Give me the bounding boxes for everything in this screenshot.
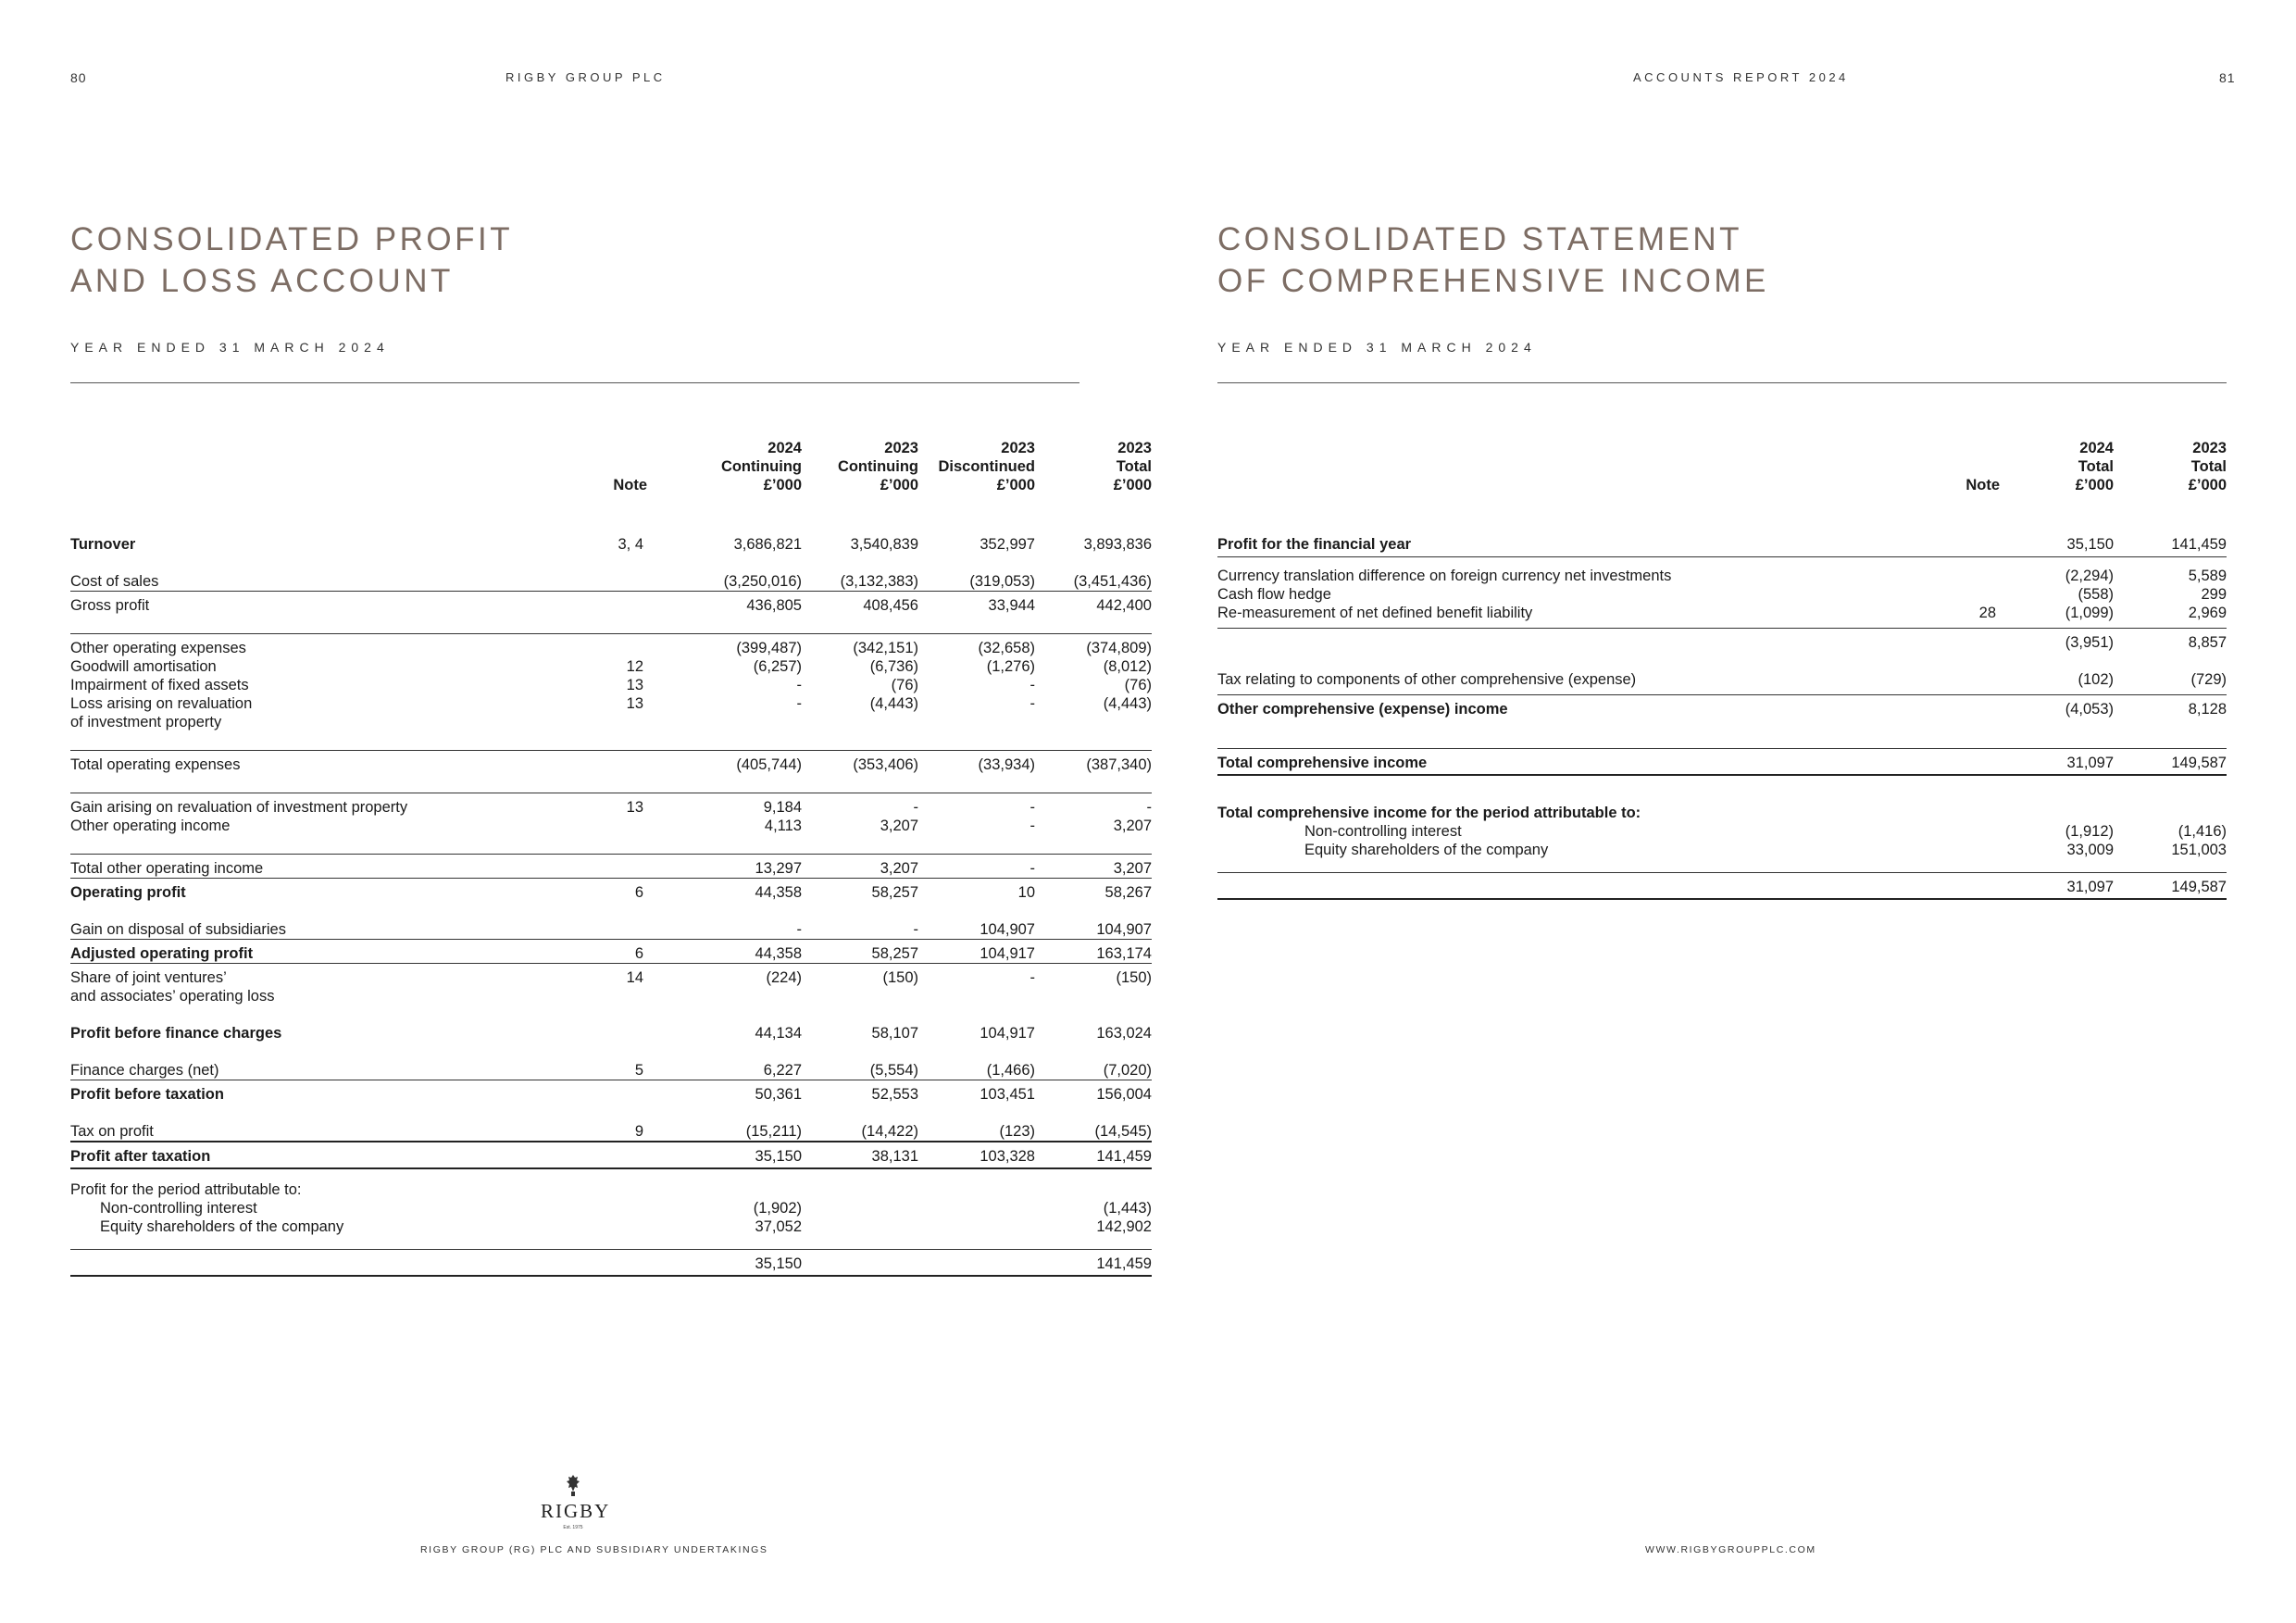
table-row <box>70 572 1152 592</box>
row-value: - <box>796 677 802 693</box>
row-label: Loss arising on revaluation of investment property <box>70 695 253 730</box>
table-row <box>70 592 1152 616</box>
header-2023-total: 2023 Total £’000 <box>1113 440 1152 493</box>
table-row <box>1217 604 2227 629</box>
row-value: (1,902) <box>753 1200 802 1217</box>
row-value: (319,053) <box>969 573 1035 590</box>
row-label: Gain arising on revaluation of investment property <box>70 793 570 818</box>
row-value: (374,809) <box>1035 634 1152 658</box>
row-value: (4,443) <box>869 695 918 712</box>
row-value: 35,150 <box>647 1250 802 1277</box>
row-label: Equity shareholders of the company <box>100 1218 344 1235</box>
row-value: (1,099) <box>2065 605 2114 621</box>
row-value: 442,400 <box>1035 592 1152 616</box>
row-label: Non-controlling interest <box>100 1200 257 1217</box>
row-value: 299 <box>2201 586 2227 603</box>
row-value: 103,451 <box>918 1080 1035 1105</box>
row-value: 156,004 <box>1035 1080 1152 1105</box>
row-value: 3,540,839 <box>850 536 918 553</box>
table-row <box>1217 804 2227 822</box>
row-value: 35,150 <box>647 1142 802 1168</box>
row-value: (123) <box>999 1123 1035 1140</box>
row-value: (7,020) <box>1103 1062 1152 1079</box>
row-value: - <box>1029 818 1035 834</box>
row-note: 6 <box>570 940 647 964</box>
row-note: 14 <box>570 964 647 1006</box>
row-value: (224) <box>647 964 802 1006</box>
header-2023-continuing: 2023 Continuing £’000 <box>837 440 918 493</box>
row-label: Total comprehensive income for the period attributable to: <box>1217 805 1641 821</box>
row-value: (1,416) <box>2177 823 2227 840</box>
row-label: Other operating income <box>70 818 231 834</box>
row-value: (3,132,383) <box>840 573 918 590</box>
page-title-line-1: CONSOLIDATED STATEMENT <box>1217 221 1743 257</box>
row-label: Profit before taxation <box>70 1080 570 1105</box>
row-value: 58,107 <box>871 1025 918 1042</box>
row-value: (150) <box>1035 964 1152 1006</box>
row-value: (8,012) <box>1103 658 1152 675</box>
row-value: 9,184 <box>647 793 802 818</box>
row-value: 44,358 <box>647 879 802 903</box>
row-value: 141,459 <box>2114 535 2227 557</box>
row-label: Currency translation difference on foreign currency net investments <box>1217 568 1672 584</box>
row-value: 3,207 <box>802 855 918 879</box>
row-value: 3,893,836 <box>1083 536 1152 553</box>
page-title <box>70 218 513 302</box>
header-note: Note <box>1965 477 2000 493</box>
row-label: Total other operating income <box>70 855 570 879</box>
table-row <box>70 964 1152 1006</box>
row-value: 104,917 <box>918 940 1035 964</box>
row-value: 10 <box>918 879 1035 903</box>
row-value: (1,443) <box>1103 1200 1152 1217</box>
page-title-line-2: AND LOSS ACCOUNT <box>70 263 454 299</box>
table-row <box>1217 629 2227 653</box>
row-value: 2,969 <box>2188 605 2227 621</box>
table-row <box>70 1199 1152 1217</box>
header-spacer <box>70 439 570 535</box>
row-label: Re-measurement of net defined benefit liability <box>1217 605 1533 621</box>
row-value: 31,097 <box>2000 749 2114 776</box>
row-value: (3,250,016) <box>723 573 802 590</box>
row-value: 436,805 <box>647 592 802 616</box>
page-title-line-2: OF COMPREHENSIVE INCOME <box>1217 263 1769 299</box>
row-value: 5,589 <box>2188 568 2227 584</box>
table-header-row <box>70 439 1152 535</box>
table-row <box>70 535 1152 554</box>
row-value: - <box>913 921 918 938</box>
table-row <box>70 793 1152 818</box>
table-row <box>1217 535 2227 557</box>
table-row <box>70 817 1152 835</box>
row-value: (387,340) <box>1035 751 1152 775</box>
row-note: 13 <box>626 677 643 693</box>
row-label: Cost of sales <box>70 573 159 590</box>
row-label: Gain on disposal of subsidiaries <box>70 921 286 938</box>
table-row <box>70 1217 1152 1236</box>
row-value: 3,686,821 <box>733 536 802 553</box>
row-value: (4,443) <box>1103 695 1152 712</box>
row-value: (5,554) <box>869 1062 918 1079</box>
row-value: 163,174 <box>1035 940 1152 964</box>
row-value: 58,267 <box>1035 879 1152 903</box>
table-row <box>1217 695 2227 719</box>
row-note: 3, 4 <box>618 536 643 553</box>
title-divider <box>70 382 1079 383</box>
row-value: 149,587 <box>2114 749 2227 776</box>
table-row <box>70 751 1152 775</box>
row-value: - <box>918 855 1035 879</box>
page-number: 80 <box>70 70 87 85</box>
row-value: - <box>918 793 1035 818</box>
row-note: 28 <box>1978 605 1996 621</box>
table-row <box>70 1142 1152 1168</box>
row-label: Turnover <box>70 536 136 553</box>
row-value: 8,128 <box>2114 695 2227 719</box>
row-value: 3,207 <box>1113 818 1152 834</box>
table-row <box>1217 567 2227 585</box>
row-value: 52,553 <box>802 1080 918 1105</box>
row-value: (4,053) <box>2000 695 2114 719</box>
period-subtitle: YEAR ENDED 31 MARCH 2024 <box>70 340 390 355</box>
header-2024-continuing: 2024 Continuing £’000 <box>720 440 802 493</box>
row-value: - <box>1029 695 1035 712</box>
row-label: Adjusted operating profit <box>70 940 570 964</box>
row-note: 6 <box>570 879 647 903</box>
row-value: 103,328 <box>918 1142 1035 1168</box>
row-note: 13 <box>570 793 647 818</box>
running-head: ACCOUNTS REPORT 2024 <box>1633 70 1849 84</box>
table-row <box>1217 670 2227 695</box>
row-label: Goodwill amortisation <box>70 658 217 675</box>
row-value: 13,297 <box>647 855 802 879</box>
row-value: 142,902 <box>1096 1218 1152 1235</box>
header-2023-total: 2023 Total £’000 <box>2188 440 2227 493</box>
row-value: - <box>918 964 1035 1006</box>
table-row <box>70 855 1152 879</box>
row-value: (1,466) <box>986 1062 1035 1079</box>
row-value: (76) <box>891 677 918 693</box>
row-label: Total comprehensive income <box>1217 749 1958 776</box>
table-row <box>1217 841 2227 859</box>
table-row <box>70 694 1152 731</box>
company-logo <box>541 1474 611 1530</box>
row-value: - <box>796 695 802 712</box>
row-value: 6,227 <box>763 1062 802 1079</box>
table-row <box>70 1180 1152 1199</box>
row-note: 13 <box>626 695 643 712</box>
period-subtitle: YEAR ENDED 31 MARCH 2024 <box>1217 340 1537 355</box>
row-value: (729) <box>2190 671 2227 688</box>
row-value: 141,459 <box>1035 1142 1152 1168</box>
row-value: 33,944 <box>918 592 1035 616</box>
row-value: (15,211) <box>745 1123 802 1140</box>
row-value: 149,587 <box>2114 873 2227 900</box>
row-value: (1,912) <box>2065 823 2114 840</box>
logo-wordmark: RIGBY <box>541 1500 611 1522</box>
row-label: Equity shareholders of the company <box>1304 842 1549 858</box>
table-header-row <box>1217 439 2227 535</box>
row-value: 352,997 <box>980 536 1035 553</box>
row-label: Cash flow hedge <box>1217 586 1331 603</box>
profit-and-loss-table <box>70 439 1152 1277</box>
row-label: Tax on profit <box>70 1123 154 1140</box>
row-value: 104,907 <box>1096 921 1152 938</box>
row-value: (6,736) <box>869 658 918 675</box>
row-value: - <box>1029 677 1035 693</box>
header-spacer <box>1217 439 1958 535</box>
page-title <box>1217 218 1769 302</box>
table-row <box>70 657 1152 676</box>
row-note: 12 <box>626 658 643 675</box>
row-label: Gross profit <box>70 592 570 616</box>
row-value: (150) <box>802 964 918 1006</box>
comprehensive-income-table <box>1217 439 2227 900</box>
row-value: 50,361 <box>647 1080 802 1105</box>
row-label: Impairment of fixed assets <box>70 677 249 693</box>
table-row <box>70 1080 1152 1105</box>
row-value: (14,545) <box>1094 1123 1152 1140</box>
row-value: - <box>802 793 918 818</box>
row-value: 58,257 <box>802 879 918 903</box>
row-value: (14,422) <box>861 1123 918 1140</box>
row-label: Finance charges (net) <box>70 1062 219 1079</box>
row-label: Other operating expenses <box>70 634 570 658</box>
table-row <box>70 1122 1152 1142</box>
row-value: (342,151) <box>802 634 918 658</box>
row-note: 9 <box>634 1123 643 1140</box>
row-value: 58,257 <box>802 940 918 964</box>
row-value: (405,744) <box>647 751 802 775</box>
header-2024-total: 2024 Total £’000 <box>2075 440 2114 493</box>
row-value: 4,113 <box>764 818 802 834</box>
row-value: 141,459 <box>1035 1250 1152 1277</box>
row-value: 151,003 <box>2171 842 2227 858</box>
row-value: 37,052 <box>755 1218 802 1235</box>
footer-text: RIGBY GROUP (RG) PLC AND SUBSIDIARY UNDERTAKINGS <box>420 1544 768 1555</box>
row-label: Non-controlling interest <box>1304 823 1462 840</box>
row-value: 104,907 <box>980 921 1035 938</box>
row-note: 5 <box>634 1062 643 1079</box>
title-divider <box>1217 382 2227 383</box>
row-label: Profit for the period attributable to: <box>70 1181 302 1198</box>
table-row <box>70 1250 1152 1277</box>
row-label: Operating profit <box>70 879 570 903</box>
row-value: (558) <box>2078 586 2114 603</box>
running-head: RIGBY GROUP PLC <box>505 70 666 84</box>
row-value: 31,097 <box>2000 873 2114 900</box>
row-label: Profit before finance charges <box>70 1025 282 1042</box>
table-row <box>1217 873 2227 900</box>
table-row <box>70 676 1152 694</box>
header-2023-discontinued: 2023 Discontinued £’000 <box>938 440 1035 493</box>
row-value: (2,294) <box>2065 568 2114 584</box>
row-value: 44,358 <box>647 940 802 964</box>
page-number: 81 <box>2219 70 2236 85</box>
row-label: Total operating expenses <box>70 751 570 775</box>
row-value: 3,207 <box>1035 855 1152 879</box>
row-value: (3,451,436) <box>1073 573 1152 590</box>
row-value: 104,917 <box>980 1025 1035 1042</box>
row-value: (353,406) <box>802 751 918 775</box>
row-value: (102) <box>2078 671 2114 688</box>
header-note: Note <box>613 477 647 493</box>
row-value: 35,150 <box>2000 535 2114 557</box>
row-label: Profit after taxation <box>70 1142 570 1168</box>
row-value: 3,207 <box>880 818 918 834</box>
row-value: 163,024 <box>1096 1025 1152 1042</box>
table-row <box>70 879 1152 903</box>
table-row <box>1217 585 2227 604</box>
table-row <box>70 634 1152 658</box>
row-value: 8,857 <box>2114 629 2227 653</box>
row-value: - <box>1035 793 1152 818</box>
table-row <box>70 1061 1152 1080</box>
table-row <box>70 940 1152 964</box>
row-label: Share of joint ventures’ and associates’ operating loss <box>70 964 570 1006</box>
table-row <box>1217 749 2227 776</box>
row-value: (76) <box>1124 677 1152 693</box>
row-value: - <box>796 921 802 938</box>
row-value: (32,658) <box>918 634 1035 658</box>
row-value: (1,276) <box>986 658 1035 675</box>
table-row <box>70 920 1152 940</box>
row-value: 408,456 <box>802 592 918 616</box>
row-value: 33,009 <box>2066 842 2114 858</box>
row-value: (3,951) <box>2000 629 2114 653</box>
row-value: (33,934) <box>918 751 1035 775</box>
logo-established: Est. 1975 <box>563 1525 583 1530</box>
row-value: (399,487) <box>647 634 802 658</box>
crest-icon <box>563 1474 583 1498</box>
table-row <box>1217 822 2227 841</box>
row-label: Tax relating to components of other comprehensive (expense) <box>1217 671 1637 688</box>
page-title-line-1: CONSOLIDATED PROFIT <box>70 221 514 257</box>
row-value: 44,134 <box>755 1025 802 1042</box>
row-label: Profit for the financial year <box>1217 535 1958 557</box>
row-value: 38,131 <box>802 1142 918 1168</box>
footer-website: WWW.RIGBYGROUPPLC.COM <box>1645 1544 1816 1555</box>
table-row <box>70 1024 1152 1042</box>
row-label: Other comprehensive (expense) income <box>1217 695 1958 719</box>
row-value: (6,257) <box>753 658 802 675</box>
